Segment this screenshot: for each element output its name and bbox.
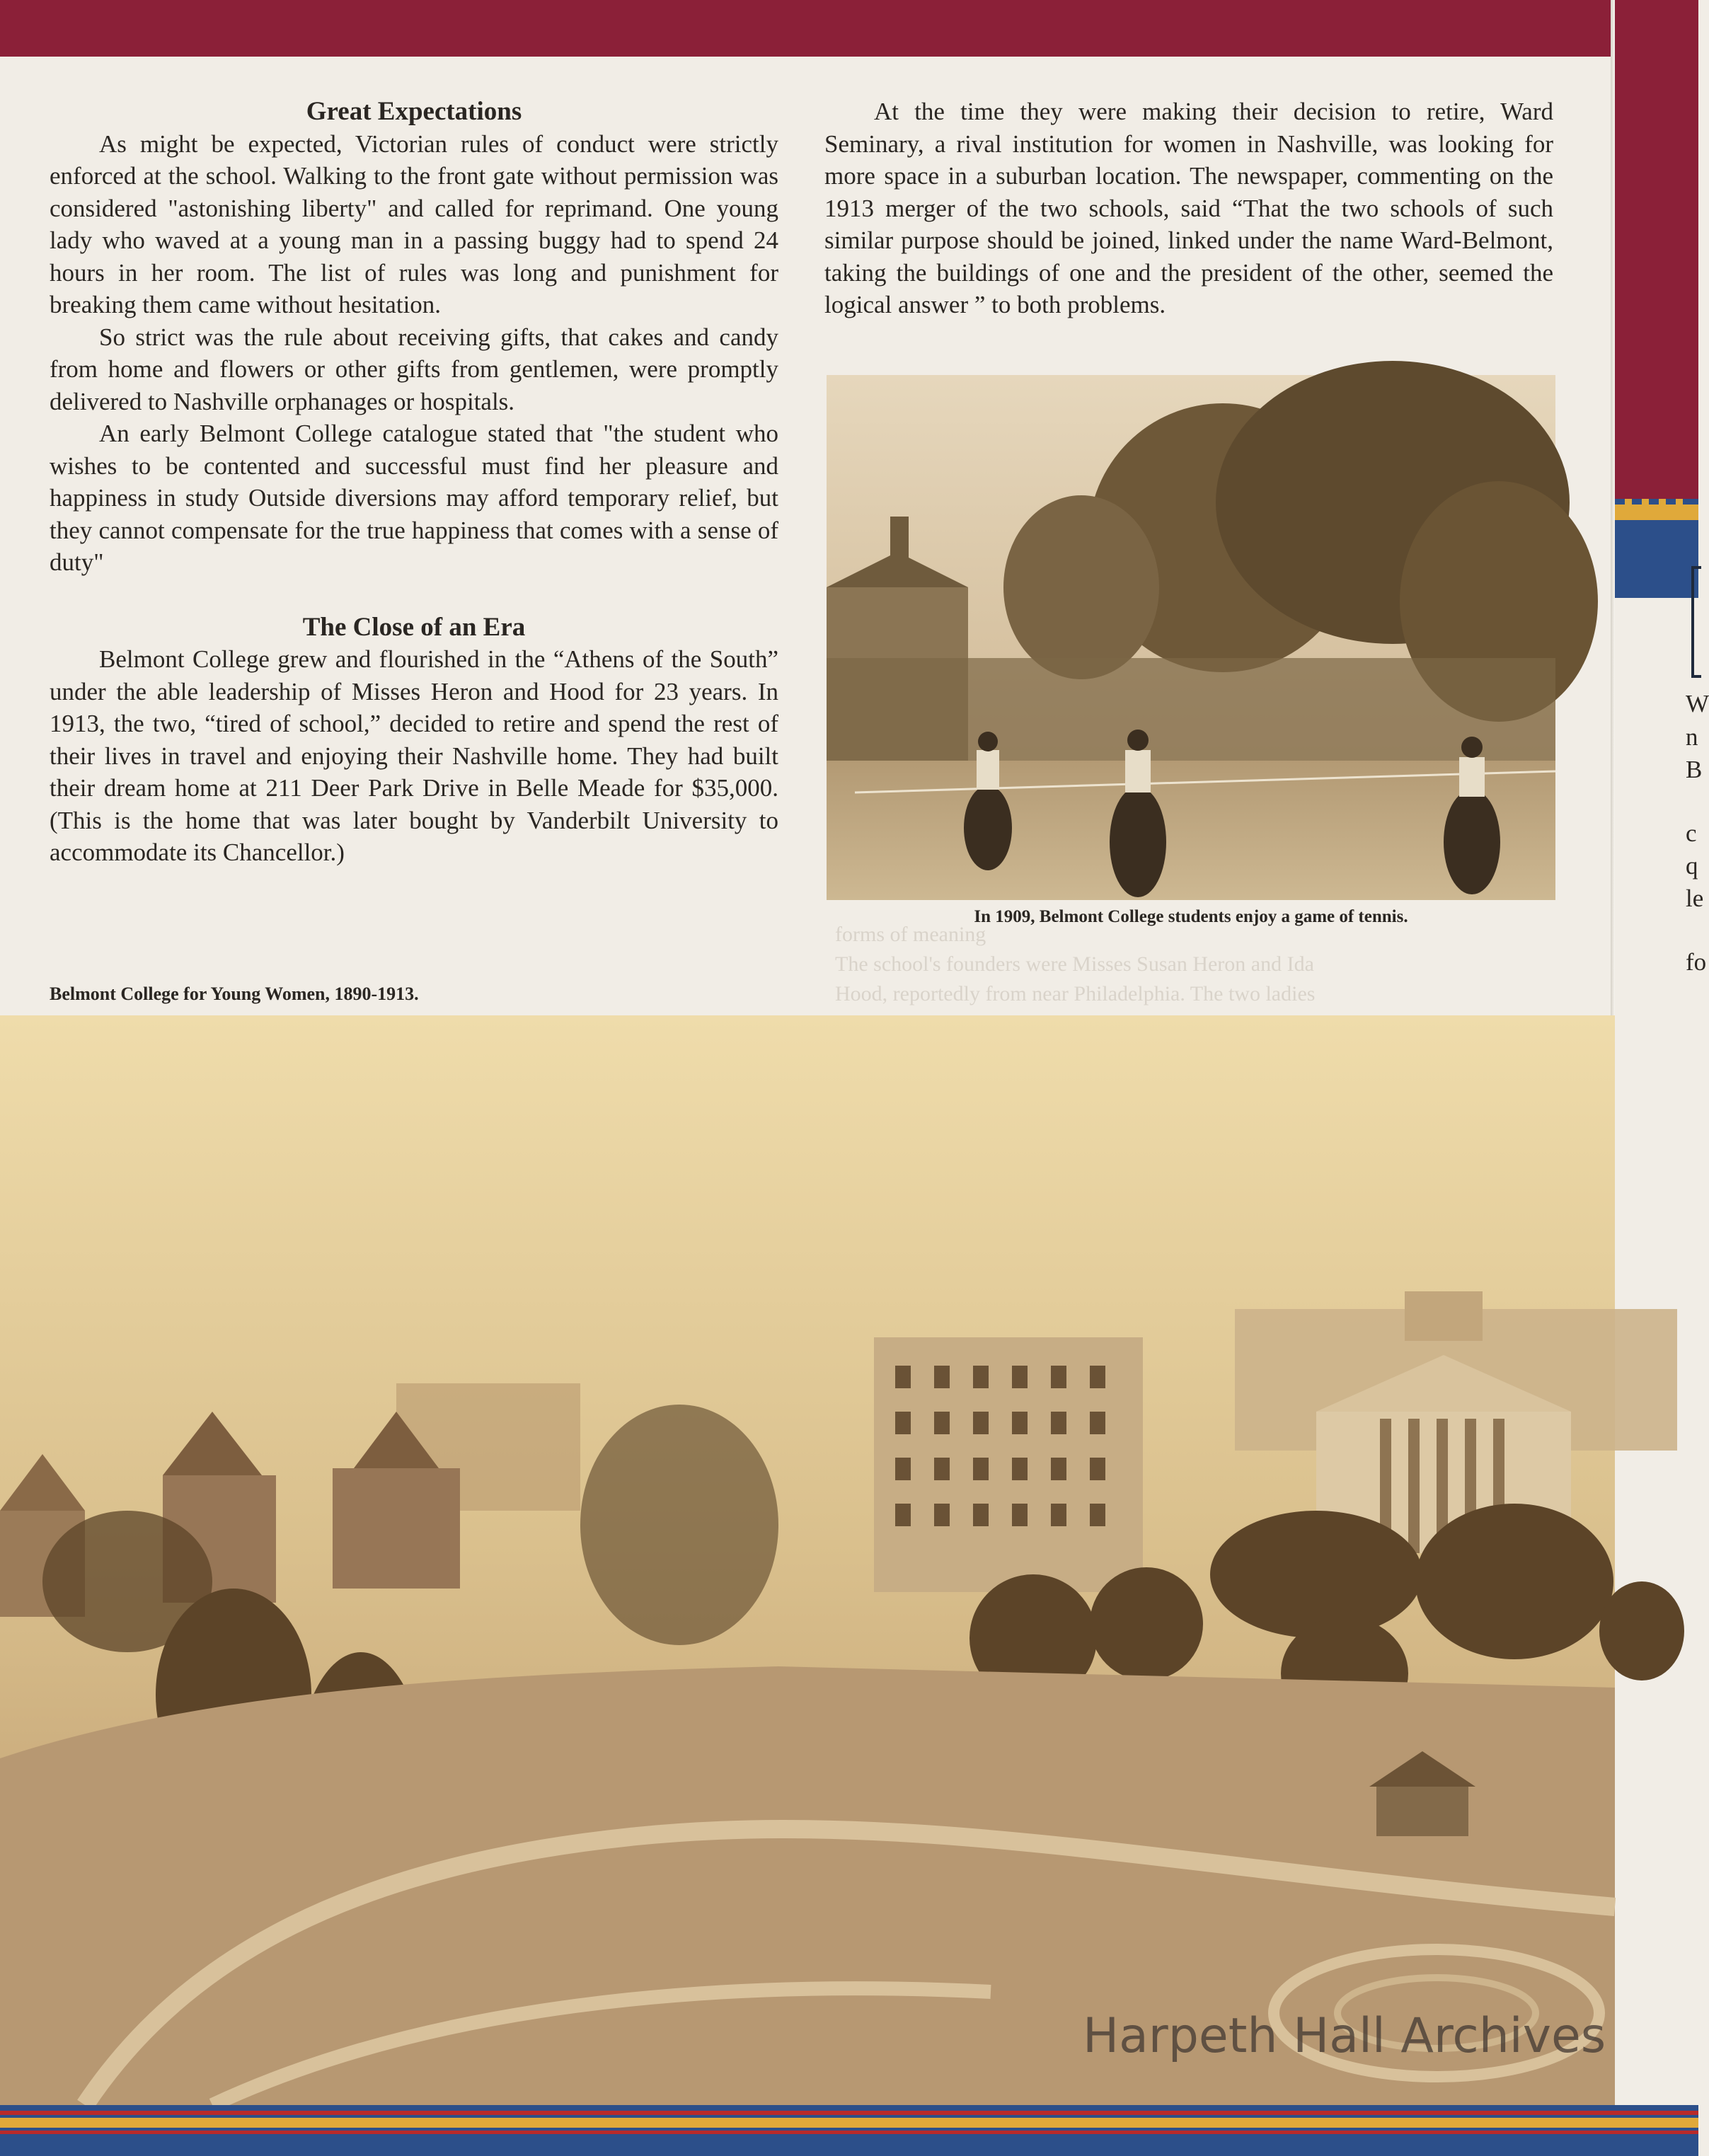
next-page-frame xyxy=(1691,566,1701,678)
tennis-photo xyxy=(827,375,1555,900)
top-maroon-band xyxy=(0,0,1698,57)
right-column xyxy=(824,96,1553,321)
paragraph-catalogue: An early Belmont College catalogue stated that "the student who wishes to be contented and successful must find her pleasure and happiness in study Outside diversions may afford temporary relief, but they cannot compensate for the true happiness that comes with a sense of duty" xyxy=(50,420,778,576)
side-letter: n xyxy=(1686,723,1698,751)
paragraph-belmont-grew: Belmont College grew and flourished in the “Athens of the South” under the able leadership of Misses Heron and Hood for 23 years. In 1913, the two, “tired of school,” decided to retire and spend the rest of their lives in travel and enjoying their Nashville home. They had built their dream home at 211 Deer Park Drive in Belle Meade for $35,000. (This is the home that was later bought by Vanderbilt University to accommodate its Chancellor.) xyxy=(50,645,778,866)
paragraph-victorian-rules: As might be expected, Victorian rules of conduct were strictly enforced at the school. Walking to the front gate without permission was considered "astonishing liberty" and called for reprimand. One young lady who waved at a young man in a passing buggy had to spend 24 hours in her room. The list of rules was long and punishment for breaking them came without hesitation. xyxy=(50,129,778,318)
side-letter: q xyxy=(1686,852,1698,880)
paragraph-gifts: So strict was the rule about receiving gifts, that cakes and candy from home and flowers or other gifts from gentlemen, were promptly delivered to Nashville orphanages or hospitals. xyxy=(50,323,778,415)
campus-photo xyxy=(0,1015,1615,2105)
side-letter: B xyxy=(1686,756,1703,783)
side-letter: c xyxy=(1686,819,1697,847)
side-letter: fo xyxy=(1686,948,1707,976)
paragraph-ward-seminary: At the time they were making their decision to retire, Ward Seminary, a rival institution for women in Nashville, was looking for more space in a suburban location. The newspaper, commenting on the 1913 merger of the two schools, said “That the two schools of such similar purpose should be joined, linked under the name Ward-Belmont, taking the buildings of one and the president of the other, seemed the logical answer ” to both problems. xyxy=(824,98,1553,318)
campus-caption: Belmont College for Young Women, 1890-1913. xyxy=(50,984,419,1004)
tennis-caption: In 1909, Belmont College students enjoy a game of tennis. xyxy=(974,907,1408,926)
side-letter: W xyxy=(1686,690,1709,717)
castle-crenellation-icon xyxy=(1615,499,1698,531)
heading-close-of-an-era: The Close of an Era xyxy=(302,612,526,642)
watermark: Harpeth Hall Archives xyxy=(1083,2008,1606,2064)
bleed-through-text: forms of meaning The school's founders were Misses Susan Heron and Ida Hood, reportedly from near Philadelphia. The two ladies xyxy=(835,923,1316,1005)
side-letter: le xyxy=(1686,884,1704,912)
left-column xyxy=(50,96,778,869)
bottom-stripe-band xyxy=(0,2105,1698,2156)
heading-great-expectations: Great Expectations xyxy=(306,97,522,126)
right-maroon-panel xyxy=(1615,0,1698,499)
